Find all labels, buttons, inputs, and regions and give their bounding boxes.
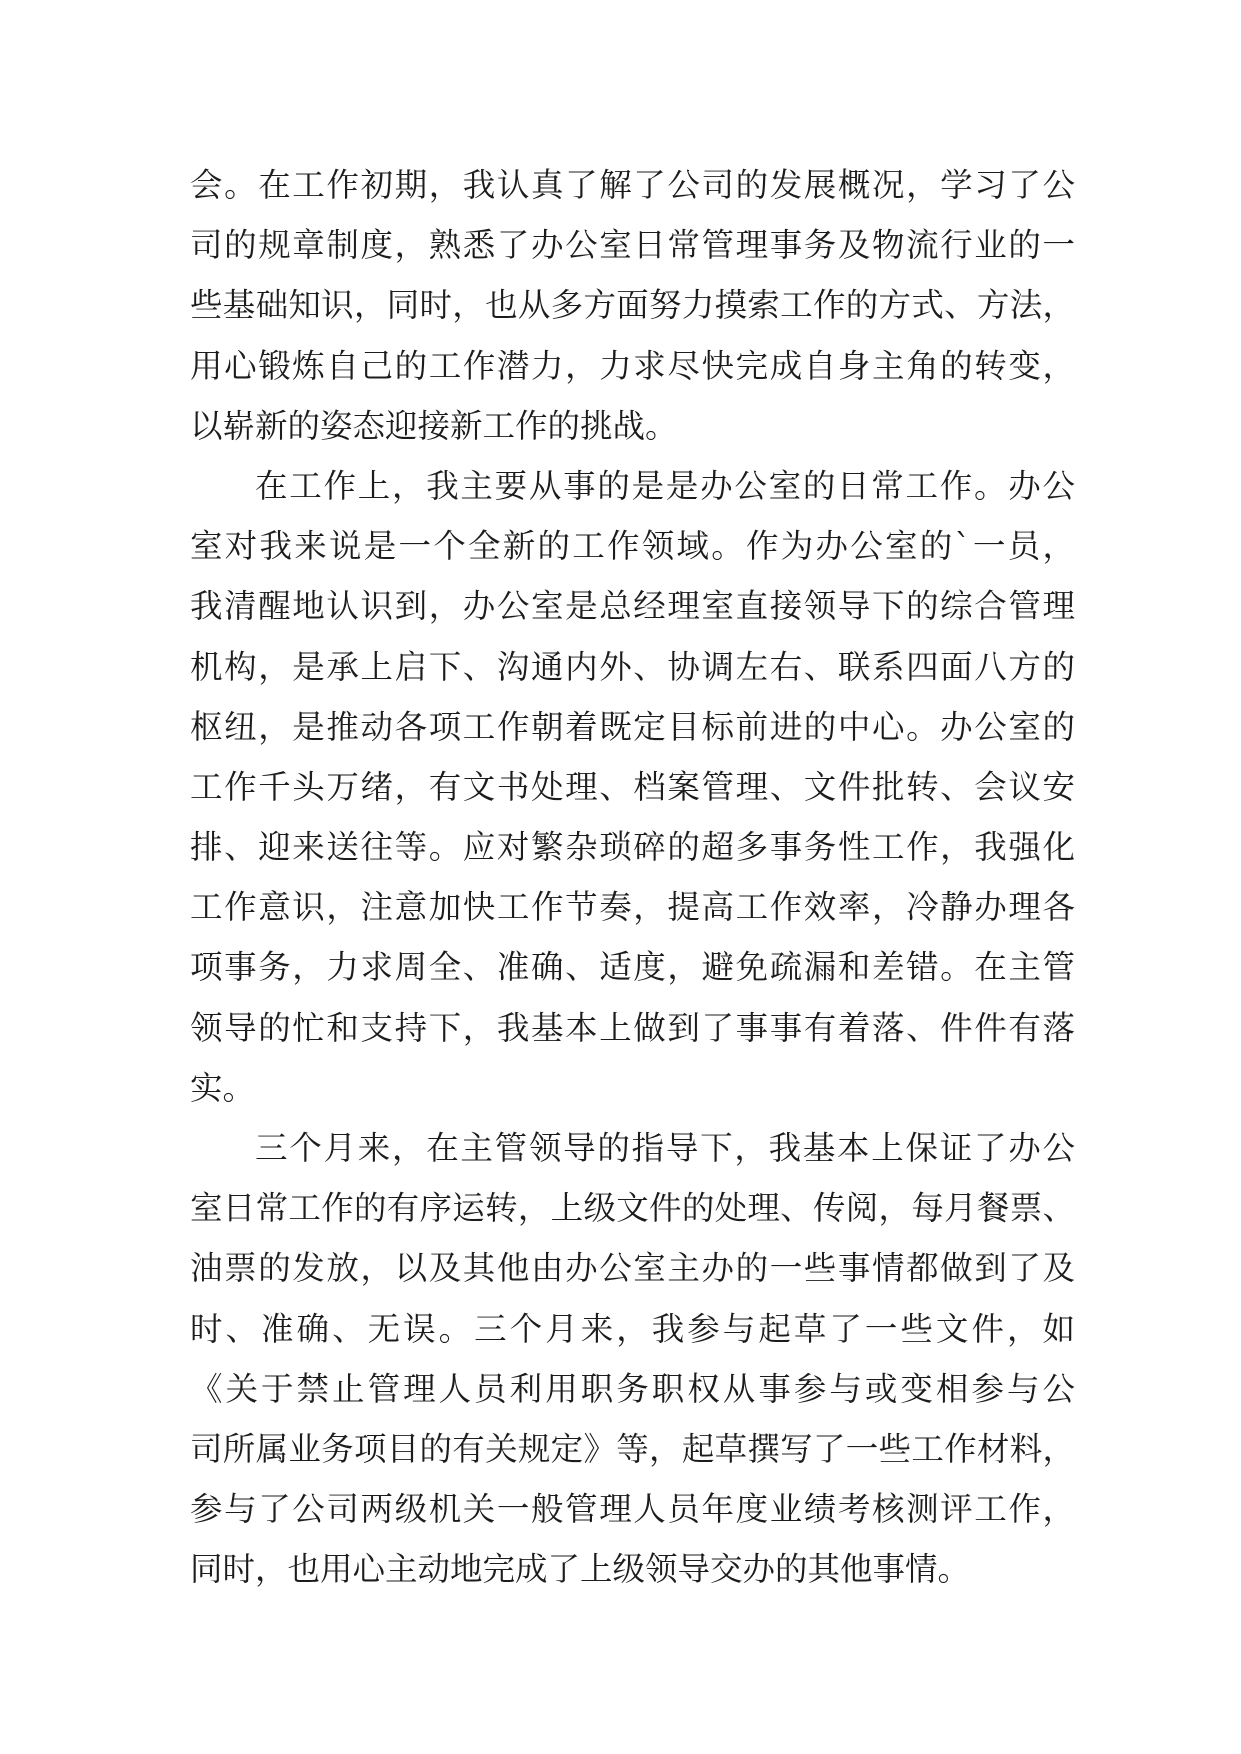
text-line: 在工作上，我主要从事的是是办公室的日常工作。办公 <box>255 466 1075 505</box>
text-line: 实。 <box>190 1068 256 1107</box>
text-line: 参与了公司两级机关一般管理人员年度业绩考核测评工作， <box>190 1490 1075 1529</box>
text-line: 司所属业务项目的有关规定》等，起草撰写了一些工作材料， <box>190 1429 1075 1468</box>
body-text <box>190 155 1075 1600</box>
text-line: 以崭新的姿态迎接新工作的挑战。 <box>190 406 678 445</box>
paragraph <box>190 456 1075 1118</box>
text-line: 司的规章制度，熟悉了办公室日常管理事务及物流行业的一 <box>190 226 1075 265</box>
text-line: 《关于禁止管理人员利用职务职权从事参与或变相参与公 <box>190 1369 1075 1408</box>
text-line: 室对我来说是一个全新的工作领域。作为办公室的`一员， <box>190 527 1075 566</box>
text-line: 油票的发放，以及其他由办公室主办的一些事情都做到了及 <box>190 1249 1075 1288</box>
text-line: 三个月来，在主管领导的指导下，我基本上保证了办公 <box>255 1129 1075 1167</box>
text-line: 枢纽，是推动各项工作朝着既定目标前进的中心。办公室的 <box>190 707 1075 746</box>
text-line: 时、准确、无误。三个月来，我参与起草了一些文件，如 <box>190 1309 1075 1348</box>
text-line: 工作意识，注意加快工作节奏，提高工作效率，冷静办理各 <box>190 888 1075 927</box>
text-line: 排、迎来送往等。应对繁杂琐碎的超多事务性工作，我强化 <box>190 828 1075 867</box>
text-line: 我清醒地认识到，办公室是总经理室直接领导下的综合管理 <box>190 587 1075 626</box>
paragraph <box>190 1118 1075 1600</box>
text-line: 项事务，力求周全、准确、适度，避免疏漏和差错。在主管 <box>190 948 1075 987</box>
text-line: 用心锻炼自己的工作潜力，力求尽快完成自身主角的转变， <box>190 346 1075 385</box>
text-line: 机构，是承上启下、沟通内外、协调左右、联系四面八方的 <box>190 647 1075 686</box>
text-line: 室日常工作的有序运转，上级文件的处理、传阅，每月餐票、 <box>190 1189 1075 1228</box>
text-line: 会。在工作初期，我认真了解了公司的发展概况，学习了公 <box>190 166 1075 204</box>
paragraph <box>190 155 1075 456</box>
text-line: 同时，也用心主动地完成了上级领导交办的其他事情。 <box>190 1550 971 1589</box>
text-line: 些基础知识，同时，也从多方面努力摸索工作的方式、方法， <box>190 286 1075 325</box>
text-line: 工作千头万绪，有文书处理、档案管理、文件批转、会议安 <box>190 767 1075 806</box>
text-line: 领导的忙和支持下，我基本上做到了事事有着落、件件有落 <box>190 1008 1075 1047</box>
